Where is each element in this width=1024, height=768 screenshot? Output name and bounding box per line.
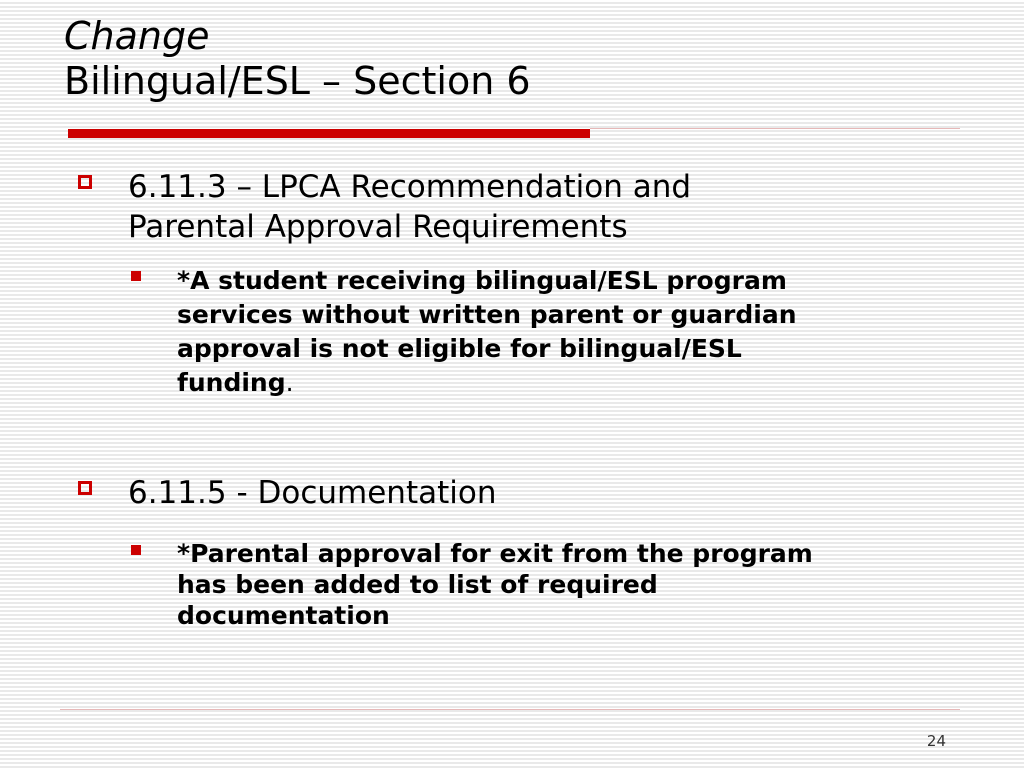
sub-bullet-exit-approval (131, 538, 961, 631)
title-underline-thin (590, 128, 960, 129)
footer-rule (60, 709, 960, 710)
sub-bullet-student-funding-text (177, 264, 961, 400)
bullet-6-11-5 (78, 473, 958, 513)
bullet-6-11-3 (78, 167, 958, 247)
title-line-section: Bilingual/ESL – Section 6 (64, 59, 531, 103)
sub-bullet-line: documentation (177, 601, 390, 630)
sub-bullet-line: *Parental approval for exit from the program (177, 539, 813, 568)
bullet-6-11-3-line2: Parental Approval Requirements (128, 209, 628, 245)
hollow-square-bullet-icon (78, 481, 92, 495)
page-number: 24 (926, 732, 946, 750)
sub-bullet-student-funding (131, 264, 961, 400)
sub-bullet-line (177, 366, 961, 400)
sub-bullet-exit-approval-text (177, 538, 961, 631)
filled-square-bullet-icon (131, 545, 141, 555)
bullet-6-11-5-text: 6.11.5 - Documentation (128, 475, 497, 511)
filled-square-bullet-icon (131, 271, 141, 281)
sub-bullet-line: services without written parent or guardian (177, 300, 797, 329)
bullet-6-11-3-line1: 6.11.3 – LPCA Recommendation and (128, 169, 692, 205)
sub-bullet-line: approval is not eligible for bilingual/ESL (177, 334, 742, 363)
sub-bullet-line: has been added to list of required (177, 570, 658, 599)
title-line-change: Change (64, 14, 210, 58)
slide-title (64, 14, 964, 104)
sub-bullet-period: . (285, 368, 294, 397)
sub-bullet-line: *A student receiving bilingual/ESL program (177, 266, 787, 295)
title-underline-thick (68, 129, 590, 138)
hollow-square-bullet-icon (78, 175, 92, 189)
bullet-6-11-3-text (128, 167, 958, 247)
sub-bullet-line-last: funding (177, 368, 286, 397)
